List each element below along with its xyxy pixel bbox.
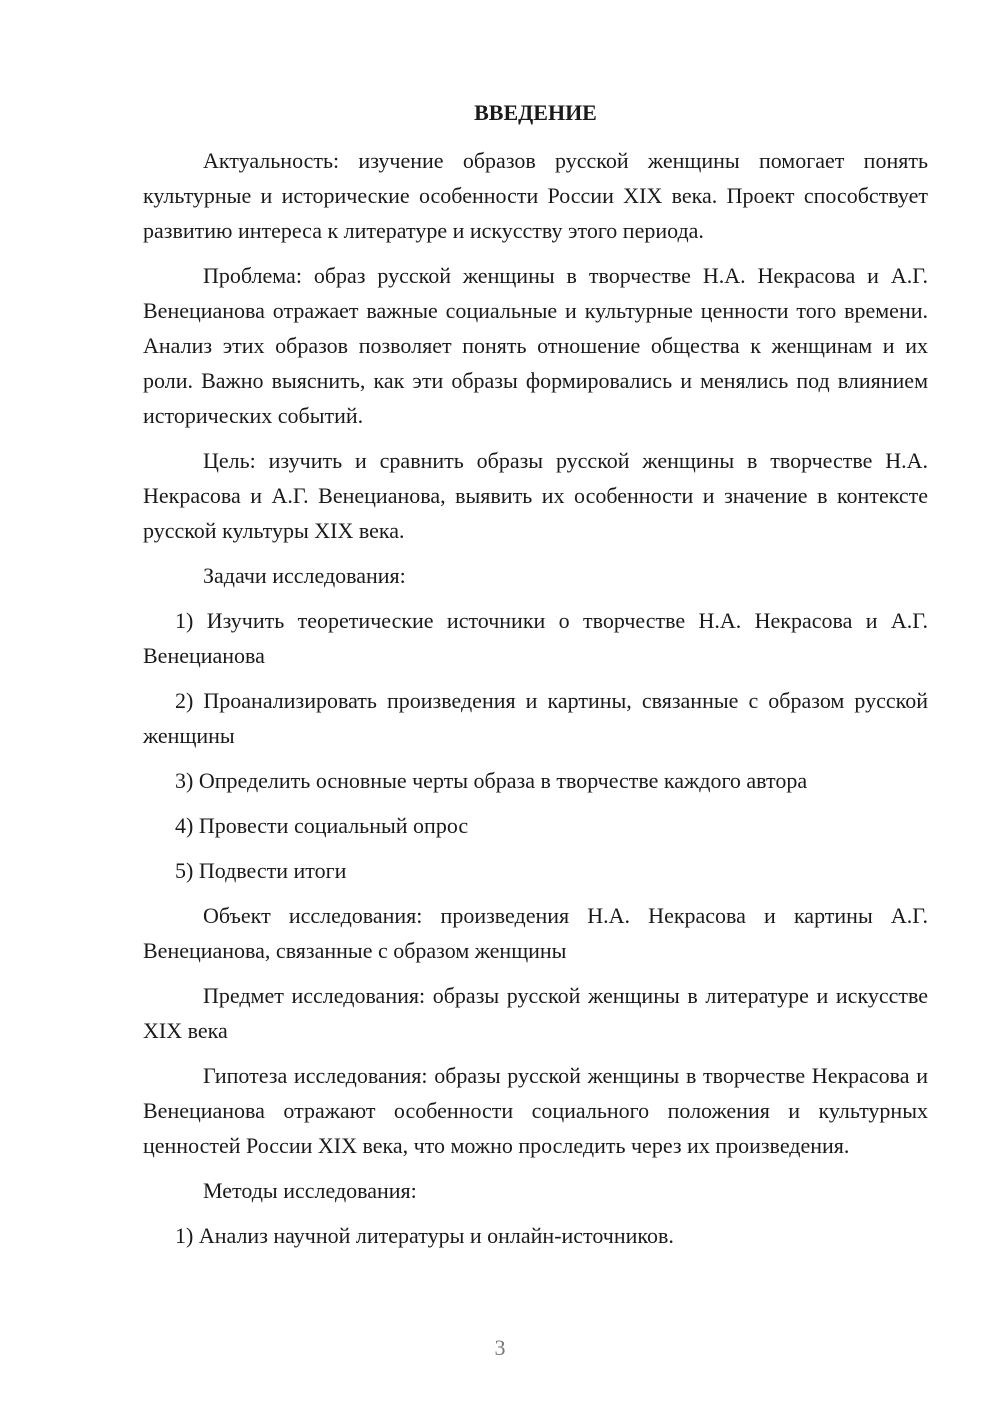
- task-item-3: 3) Определить основные черты образа в творчестве каждого автора: [175, 768, 808, 793]
- task-item-5: 5) Подвести итоги: [175, 858, 347, 883]
- subject-paragraph: Предмет исследования: образы русской женщины в литературе и искусстве XIX века: [143, 983, 928, 1043]
- tasks-heading: Задачи исследования:: [203, 563, 406, 588]
- relevance-paragraph: Актуальность: изучение образов русской женщины помогает понять культурные и исторические особенности России XIX века. Проект способствует развитию интереса к литературе и искусству этого периода.: [143, 148, 928, 243]
- page-number: 3: [494, 1335, 506, 1360]
- page-content: [143, 95, 928, 1263]
- method-item-1: 1) Анализ научной литературы и онлайн-источников.: [175, 1223, 674, 1248]
- goal-paragraph: Цель: изучить и сравнить образы русской женщины в творчестве Н.А. Некрасова и А.Г. Венецианова, выявить их особенности и значение в контексте русской культуры XIX века.: [143, 448, 928, 543]
- task-item-2: 2) Проанализировать произведения и картины, связанные с образом русской женщины: [143, 688, 928, 748]
- section-title: ВВЕДЕНИЕ: [474, 100, 597, 125]
- task-item-4: 4) Провести социальный опрос: [175, 813, 469, 838]
- problem-paragraph: Проблема: образ русской женщины в творчестве Н.А. Некрасова и А.Г. Венецианова отражает важные социальные и культурные ценности того времени. Анализ этих образов позволяет понять отношение общества к женщинам и их роли. Важно выяснить, как эти образы формировались и менялись под влиянием исторических событий.: [143, 263, 928, 428]
- methods-heading: Методы исследования:: [203, 1178, 417, 1203]
- hypothesis-paragraph: Гипотеза исследования: образы русской женщины в творчестве Некрасова и Венецианова отражают особенности социального положения и культурных ценностей России XIX века, что можно проследить через их произведения.: [143, 1063, 928, 1158]
- object-paragraph: Объект исследования: произведения Н.А. Некрасова и картины А.Г. Венецианова, связанные с образом женщины: [143, 903, 928, 963]
- task-item-1: 1) Изучить теоретические источники о творчестве Н.А. Некрасова и А.Г. Венецианова: [143, 608, 928, 668]
